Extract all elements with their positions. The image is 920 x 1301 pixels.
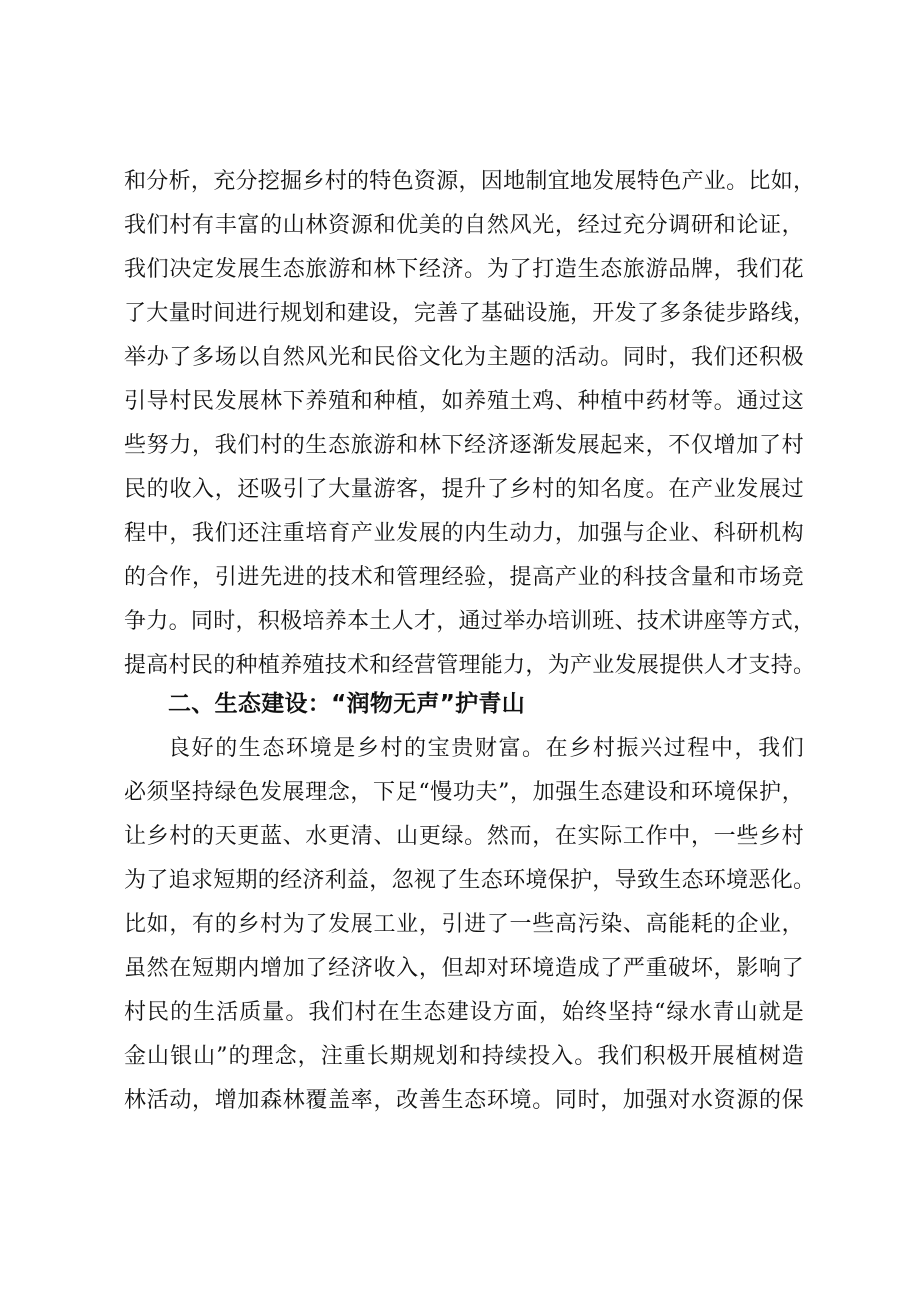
paragraph-line: 村民的生活质量。我们村在生态建设方面，始终坚持“绿水青山就是: [124, 1000, 804, 1025]
paragraph-line: 林活动，增加森林覆盖率，改善生态环境。同时，加强对水资源的保: [124, 1088, 804, 1113]
paragraph-line: 我们决定发展生态旅游和林下经济。为了打造生态旅游品牌，我们花: [124, 257, 804, 282]
paragraph-line: 和分析，充分挖掘乡村的特色资源，因地制宜地发展特色产业。比如，: [124, 169, 816, 194]
paragraph-line: 金山银山”的理念，注重长期规划和持续投入。我们积极开展植树造: [124, 1044, 804, 1069]
paragraph-line: 提高村民的种植养殖技术和经营管理能力，为产业发展提供人才支持。: [124, 653, 816, 678]
paragraph-line: 我们村有丰富的山林资源和优美的自然风光，经过充分调研和论证，: [124, 213, 804, 238]
paragraph-line: 了大量时间进行规划和建设，完善了基础设施，开发了多条徒步路线，: [124, 301, 816, 326]
paragraph-line: 民的收入，还吸引了大量游客，提升了乡村的知名度。在产业发展过: [124, 477, 804, 502]
paragraph-line: 比如，有的乡村为了发展工业，引进了一些高污染、高能耗的企业，: [124, 912, 804, 937]
paragraph-line: 些努力，我们村的生态旅游和林下经济逐渐发展起来，不仅增加了村: [124, 433, 804, 458]
paragraph-line: 良好的生态环境是乡村的宝贵财富。在乡村振兴过程中，我们: [168, 736, 804, 761]
paragraph-line: 必须坚持绿色发展理念，下足“慢功夫”，加强生态建设和环境保护，: [124, 780, 804, 805]
paragraph-line: 引导村民发展林下养殖和种植，如养殖土鸡、种植中药材等。通过这: [124, 389, 804, 414]
paragraph-line: 程中，我们还注重培育产业发展的内生动力，加强与企业、科研机构: [124, 521, 804, 546]
paragraph-line: 的合作，引进先进的技术和管理经验，提高产业的科技含量和市场竞: [124, 565, 804, 590]
paragraph-industry: [124, 160, 816, 688]
paragraph-line: 举办了多场以自然风光和民俗文化为主题的活动。同时，我们还积极: [124, 345, 804, 370]
paragraph-line: 虽然在短期内增加了经济收入，但却对环境造成了严重破坏，影响了: [124, 956, 804, 981]
paragraph-ecology: [124, 727, 816, 1123]
section-heading: 二、生态建设：“润物无声”护青山: [168, 691, 526, 717]
paragraph-line: 争力。同时，积极培养本土人才，通过举办培训班、技术讲座等方式，: [124, 609, 816, 634]
paragraph-line: 让乡村的天更蓝、水更清、山更绿。然而，在实际工作中，一些乡村: [124, 824, 804, 849]
paragraph-line: 为了追求短期的经济利益，忽视了生态环境保护，导致生态环境恶化。: [124, 868, 816, 893]
